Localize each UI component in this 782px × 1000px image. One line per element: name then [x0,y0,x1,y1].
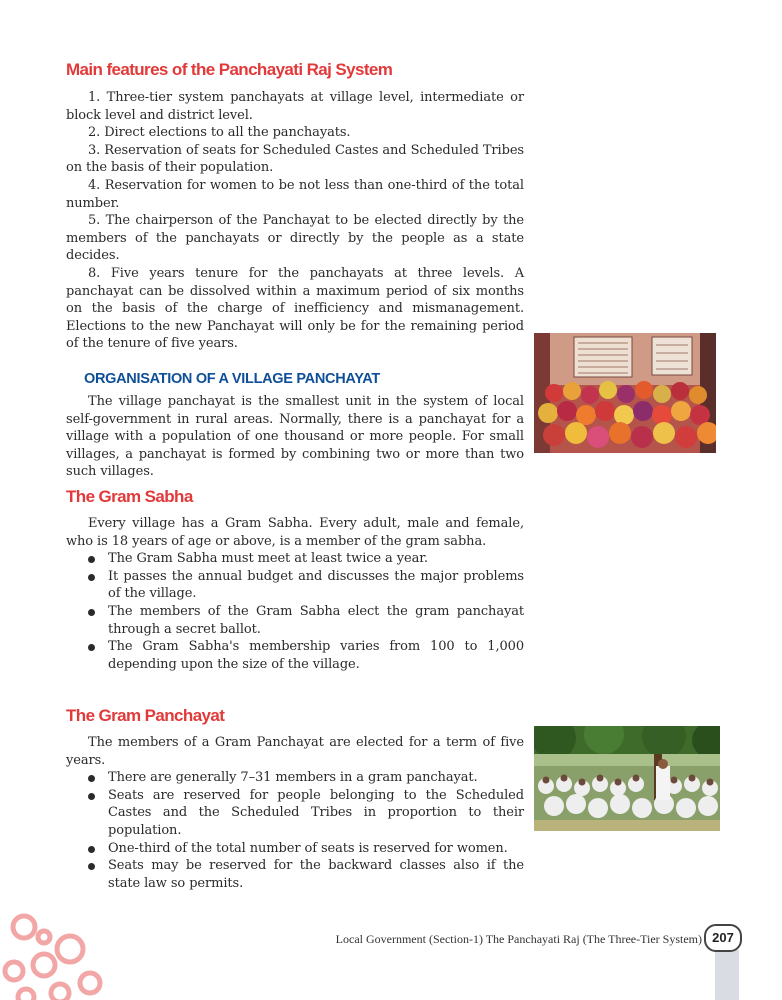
page-number: 207 [704,924,742,952]
page-edge-tab [715,950,739,1000]
village-meeting-photo [534,333,716,453]
bullet-icon [88,574,95,581]
gram-panchayat-section [66,706,524,892]
bullet-icon [88,846,95,853]
bullet-icon [88,793,95,800]
decorative-circles [0,905,110,1000]
organisation-text: The village panchayat is the smallest unit in the system of local self-government in rural areas. Normally, there is a panchayat for a village with a population of one thousand or more people. For small villages, a panchayat is formed by combining two or more than two such villages. [66,394,524,480]
list-item: It passes the annual budget and discusses the major problems of the village. [66,568,524,603]
gram-sabha-list [66,550,524,673]
bullet-icon [88,609,95,616]
bullet-icon [88,644,95,651]
running-footer: Local Government (Section-1) The Panchayati Raj (The Three-Tier System) [335,932,702,946]
gram-panchayat-heading: The Gram Panchayat [66,706,225,725]
bullet-icon [88,556,95,563]
feature-item: 2. Direct elections to all the panchayats. [88,125,351,141]
feature-item: 5. The chairperson of the Panchayat to be elected directly by the members of the panchayats or directly by the people as a state decides. [66,213,524,264]
gram-panchayat-list [66,769,524,892]
organisation-heading: ORGANISATION OF A VILLAGE PANCHAYAT [84,371,380,387]
feature-item: 4. Reservation for women to be not less than one-third of the total number. [66,177,524,211]
list-item: The Gram Sabha must meet at least twice a year. [66,550,524,568]
list-item: The members of the Gram Sabha elect the gram panchayat through a secret ballot. [66,603,524,638]
list-item: There are generally 7–31 members in a gram panchayat. [66,769,524,787]
bullet-icon [88,863,95,870]
list-item: One-third of the total number of seats is reserved for women. [66,840,524,858]
list-item: The Gram Sabha's membership varies from 100 to 1,000 depending upon the size of the village. [66,638,524,673]
gram-sabha-section [66,487,524,673]
organisation-section [66,371,524,481]
list-item: Seats may be reserved for the backward classes also if the state law so permits. [66,857,524,892]
gram-panchayat-meeting-photo [534,726,720,831]
gram-sabha-intro: Every village has a Gram Sabha. Every adult, male and female, who is 18 years of age or above, is a member of the gram sabha. [66,516,524,549]
feature-item: 1. Three-tier system panchayats at village level, intermediate or block level and district level. [66,90,524,123]
gram-sabha-heading: The Gram Sabha [66,487,193,506]
list-item: Seats are reserved for people belonging to the Scheduled Castes and the Scheduled Tribes in proportion to their population. [66,787,524,840]
bullet-icon [88,775,95,782]
features-section [66,60,524,353]
gram-panchayat-intro: The members of a Gram Panchayat are elected for a term of five years. [66,735,524,768]
feature-item: 3. Reservation of seats for Scheduled Castes and Scheduled Tribes on the basis of their population. [66,142,524,176]
features-heading: Main features of the Panchayati Raj System [66,60,393,79]
feature-item: 8. Five years tenure for the panchayats at three levels. A panchayat can be dissolved within a maximum period of six months on the basis of the charge of inefficiency and mismanagement. Elections to the new Panchayat will only be for the remaining period of the tenure of five years. [66,265,524,352]
